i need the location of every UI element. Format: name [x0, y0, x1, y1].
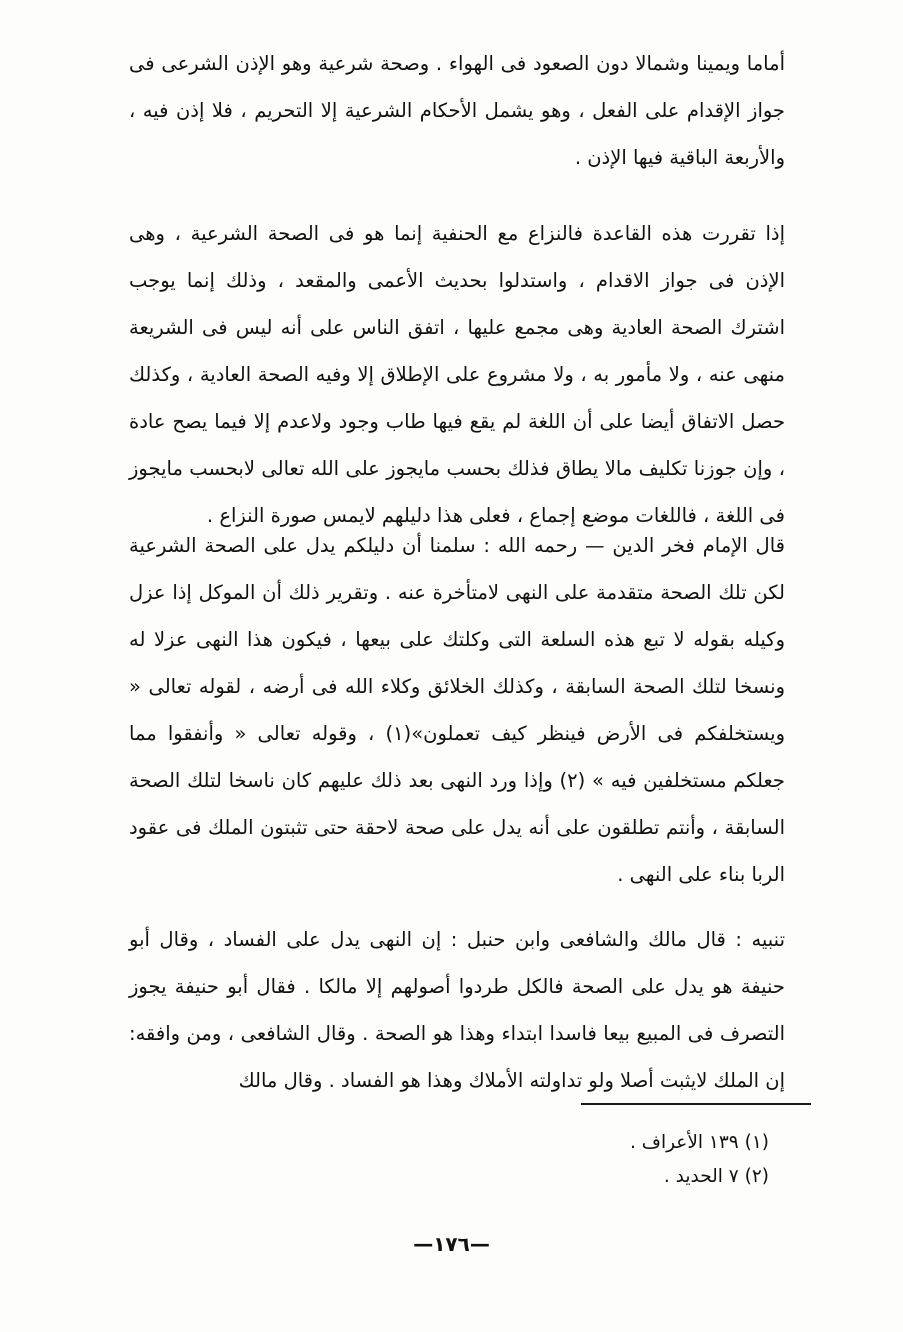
footnote-2: (٢) ٧ الحديد .	[663, 1166, 769, 1187]
footnotes	[369, 1126, 769, 1194]
footnote-1: (١) ١٣٩ الأعراف .	[630, 1132, 769, 1153]
paragraph-4: تنبيه : قال مالك والشافعى وابن حنبل : إن النهى يدل على الفساد ، وقال أبو حنيفة هو يدل على الصحة فالكل طردوا أصولهم إلا مالكا . فقال أبو حنيفة يجوز التصرف فى المبيع بيعا فاسدا ابتداء وهذا هو الصحة . وقال الشافعى ، ومن وافقه: إن الملك لايثبت أصلا ولو تداولته الأملاك وهذا هو الفساد . وقال مالك	[129, 928, 785, 1092]
paragraph-3: قال الإمام فخر الدين — رحمه الله : سلمنا أن دليلكم يدل على الصحة الشرعية لكن تلك الصحة متقدمة على النهى لامتأخرة عنه . وتقرير ذلك أن الموكل إذا عزل وكيله بقوله لا تبع هذه السلعة التى وكلتك على بيعها ، فيكون هذا النهى عزلا له ونسخا لتلك الصحة السابقة ، وكذلك الخلائق وكلاء الله فى أرضه ، لقوله تعالى « ويستخلفكم فى الأرض فينظر كيف تعملون»(١) ، وقوله تعالى « وأنفقوا مما جعلكم مستخلفين فيه » (٢) وإذا ورد النهى بعد ذلك عليهم كان ناسخا لتلك الصحة السابقة ، وأنتم تطلقون على أنه يدل على صحة لاحقة حتى تثبتون الملك فى عقود الربا بناء على النهى .	[129, 534, 785, 886]
footnote-divider	[581, 1103, 811, 1105]
paragraph-1: أماما ويمينا وشمالا دون الصعود فى الهواء . وصحة شرعية وهو الإذن الشرعى فى جواز الإقدام على الفعل ، وهو يشمل الأحكام الشرعية إلا التحريم ، فلا إذن فيه ، والأربعة الباقية فيها الإذن .	[129, 52, 785, 169]
paragraph-2: إذا تقررت هذه القاعدة فالنزاع مع الحنفية إنما هو فى الصحة الشرعية ، وهى الإذن فى جواز الاقدام ، واستدلوا بحديث الأعمى والمقعد ، وذلك إنما يوجب اشترك الصحة العادية وهى مجمع عليها ، اتفق الناس على أنه ليس فى الشريعة منهى عنه ، ولا مأمور به ، ولا مشروع على الإطلاق إلا وفيه الصحة العادية ، وكذلك حصل الاتفاق أيضا على أن اللغة لم يقع فيها طاب وجود ولاعدم إلا فيما يصح عادة ، وإن جوزنا تكليف مالا يطاق فذلك بحسب مايجوز على الله تعالى لابحسب مايجوز فى اللغة ، فاللغات موضع إجماع ، فعلى هذا دليلهم لايمس صورة النزاع .	[129, 222, 785, 527]
page-number: —١٧٦—	[413, 1232, 490, 1256]
